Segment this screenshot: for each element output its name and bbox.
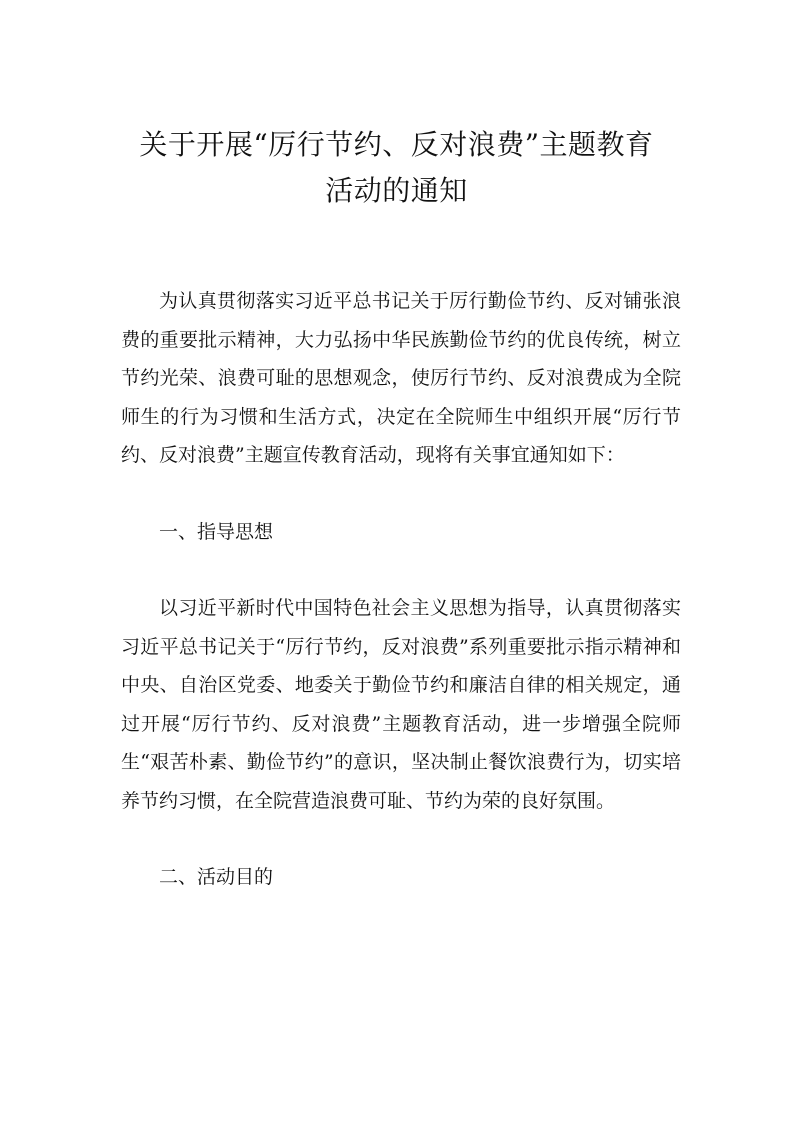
title-line-2: 活动的通知 <box>325 174 468 207</box>
section-heading-activity-purpose: 二、活动目的 <box>159 866 274 888</box>
paragraph-spacer <box>121 820 681 858</box>
section-paragraph-guiding-ideology: 以习近平新时代中国特色社会主义思想为指导，认真贯彻落实习近平总书记关于“厉行节约，反对浪费”系列重要批示指示精神和中央、自治区党委、地委关于勤俭节约和廉洁自律的相关规定，通过开展“厉行节约、反对浪费”主题教育活动，进一步增强全院师生“艰苦朴素、勤俭节约”的意识，坚决制止餐饮浪费行为，切实培养节约习惯，在全院营造浪费可耻、节约为荣的良好氛围。 <box>121 597 681 812</box>
document-body <box>121 282 681 897</box>
paragraph-spacer <box>121 551 681 589</box>
title-line-1: 关于开展“厉行节约、反对浪费”主题教育 <box>139 128 654 161</box>
document-title <box>0 122 793 214</box>
intro-paragraph: 为认真贯彻落实习近平总书记关于厉行勤俭节约、反对铺张浪费的重要批示精神，大力弘扬中华民族勤俭节约的优良传统，树立节约光荣、浪费可耻的思想观念，使厉行节约、反对浪费成为全院师生的行为习惯和生活方式，决定在全院师生中组织开展“厉行节约、反对浪费”主题宣传教育活动，现将有关事宜通知如下： <box>121 290 681 466</box>
section-heading-guiding-ideology: 一、指导思想 <box>159 520 274 543</box>
paragraph-spacer <box>121 475 681 513</box>
